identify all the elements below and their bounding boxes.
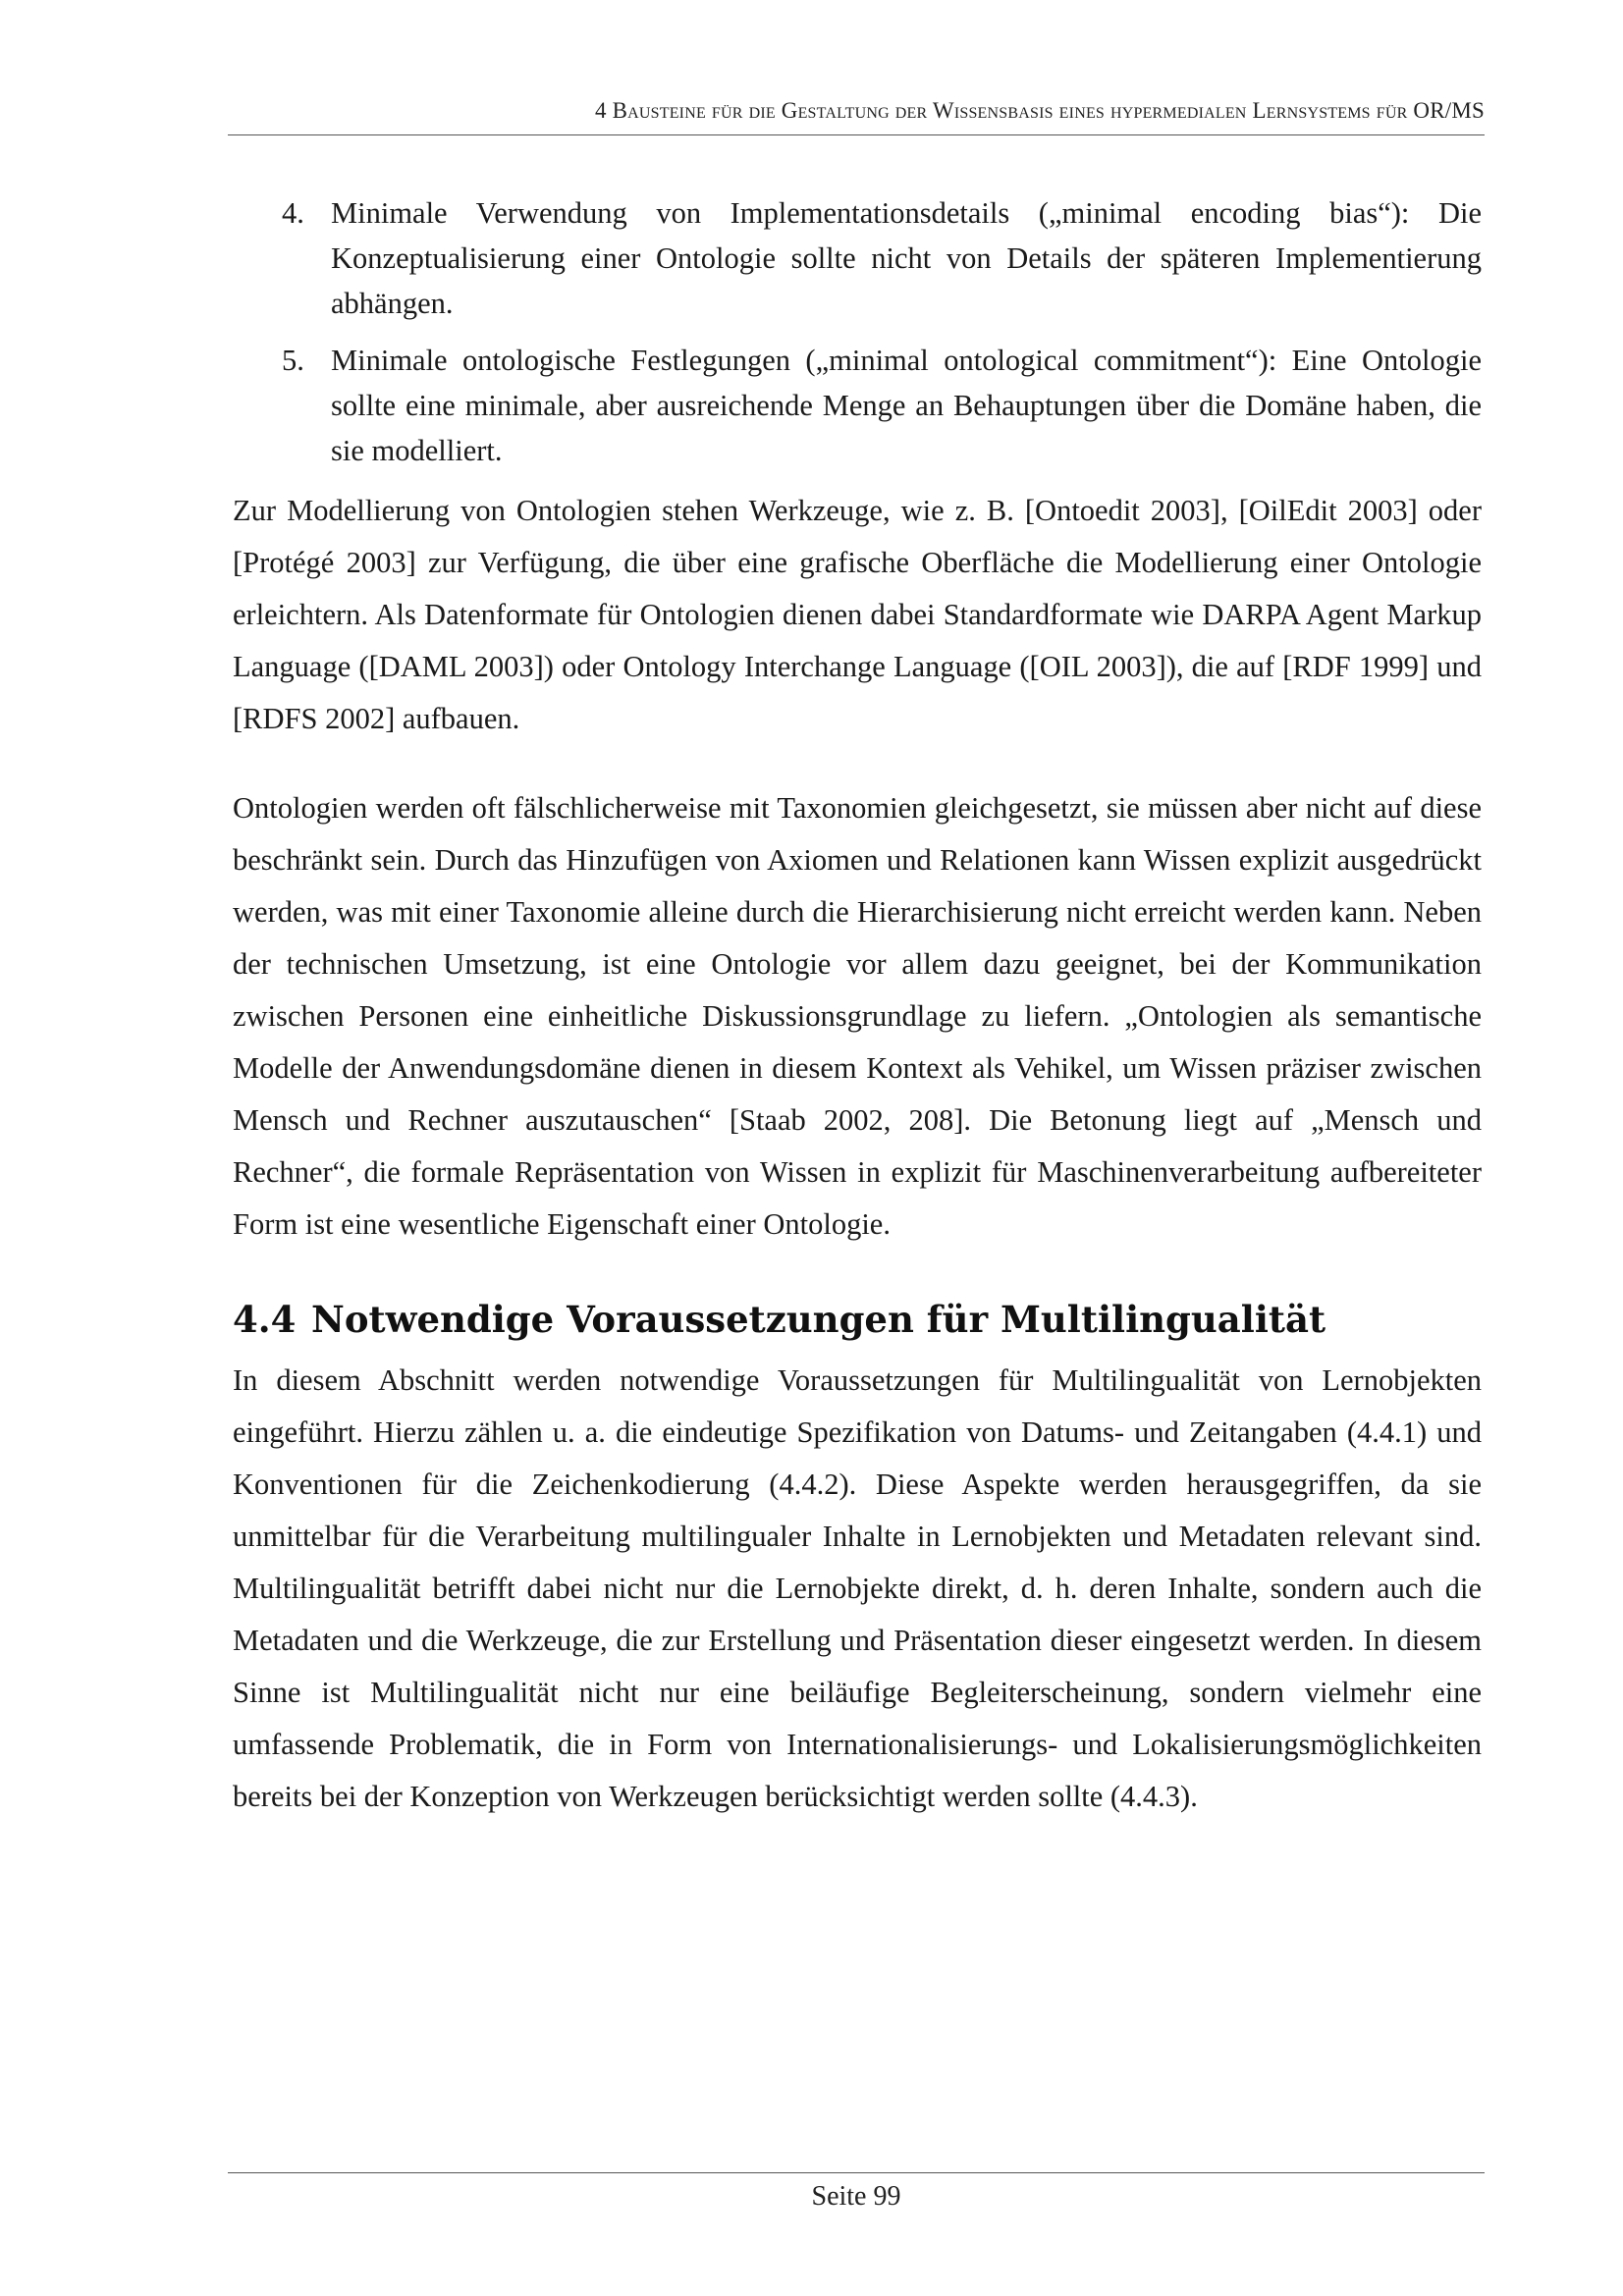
page-number: Seite 99 bbox=[811, 2181, 901, 2212]
paragraph-ontology-taxonomy: Ontologien werden oft fälschlicherweise mit Taxonomien gleichgesetzt, sie müssen aber nicht auf diese beschränkt sein. Durch das Hinzufügen von Axiomen und Relationen kann Wissen explizit ausgedrückt werden, was mit einer Taxonomie alleine durch die Hierarchisierung nicht erreicht werden kann. Neben der technischen Umsetzung, ist eine Ontologie vor allem dazu geeignet, bei der Kommunikation zwischen Personen eine einheitliche Diskussionsgrundlage zu liefern. „Ontologien als semantische Modelle der Anwendungsdomäne dienen in diesem Kontext als Vehikel, um Wissen präziser zwischen Mensch und Rechner auszutauschen“ [Staab 2002, 208]. Die Betonung liegt auf „Mensch und Rechner“, die formale Repräsentation von Wissen in explizit für Maschinenverarbeitung aufbereiteter Form ist eine wesentliche Eigenschaft einer Ontologie. bbox=[233, 791, 1482, 1241]
paragraph-multilinguality: In diesem Abschnitt werden notwendige Voraussetzungen für Multilingualität von Lernobjekten eingeführt. Hierzu zählen u. a. die eindeutige Spezifikation von Datums- und Zeitangaben (4.4.1) und Konventionen für die Zeichenkodierung (4.4.2). Diese Aspekte werden herausgegriffen, da sie unmittelbar für die Verarbeitung multilingualer Inhalte in Lernobjekten und Metadaten relevant sind. Multilingualität betrifft dabei nicht nur die Lernobjekte direkt, d. h. deren Inhalte, sondern auch die Metadaten und die Werkzeuge, die zur Erstellung und Präsentation dieser eingesetzt werden. In diesem Sinne ist Multilingualität nicht nur eine beiläufige Begleiterscheinung, sondern vielmehr eine umfassende Problematik, die in Form von Internationalisierungs- und Lokalisierungsmöglichkeiten bereits bei der Konzeption von Werkzeugen berücksichtigt werden sollte (4.4.3). bbox=[233, 1363, 1482, 1813]
page-content bbox=[233, 190, 1482, 1823]
list-item-text: Minimale ontologische Festlegungen („minimal ontological commitment“): Eine Ontologie sollte eine minimale, aber ausreichende Menge an Behauptungen über die Domäne haben, die sie modelliert. bbox=[331, 344, 1482, 467]
section-heading bbox=[233, 1290, 1482, 1349]
paragraph-tools: Zur Modellierung von Ontologien stehen Werkzeuge, wie z. B. [Ontoedit 2003], [OilEdit 2003] oder [Protégé 2003] zur Verfügung, die über eine grafische Oberfläche die Modellierung einer Ontologie erleichtern. Als Datenformate für Ontologien dienen dabei Standardformate wie DARPA Agent Markup Language ([DAML 2003]) oder Ontology Interchange Language ([OIL 2003]), die auf [RDF 1999] und [RDFS 2002] aufbauen. bbox=[233, 494, 1482, 735]
section-title: Notwendige Voraussetzungen für Multilingualität bbox=[311, 1298, 1326, 1341]
list-item bbox=[233, 190, 1482, 326]
list-item-number: 4. bbox=[282, 196, 304, 230]
footer-divider bbox=[228, 2172, 1485, 2173]
header-divider bbox=[228, 134, 1485, 135]
section-number: 4.4 bbox=[233, 1298, 297, 1341]
running-header: 4 Bausteine für die Gestaltung der Wissensbasis eines hypermedialen Lernsystems für OR/MS bbox=[594, 98, 1485, 123]
list-item-number: 5. bbox=[282, 344, 304, 377]
list-item bbox=[233, 338, 1482, 473]
list-item-text: Minimale Verwendung von Implementationsdetails („minimal encoding bias“): Die Konzeptualisierung einer Ontologie sollte nicht von Details der späteren Implementierung abhängen. bbox=[331, 196, 1482, 320]
